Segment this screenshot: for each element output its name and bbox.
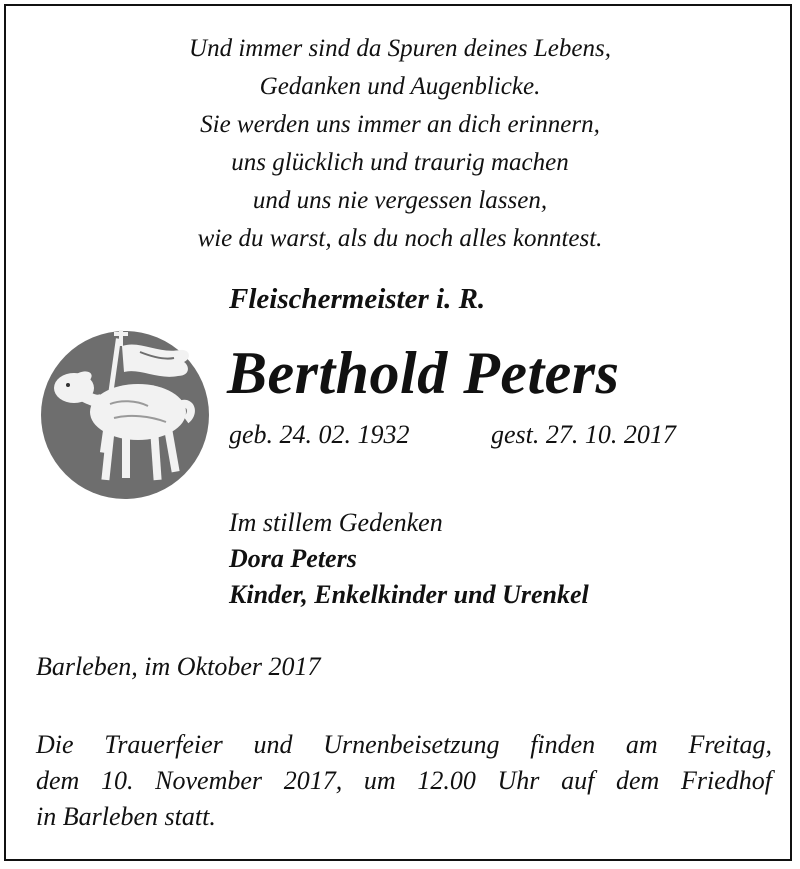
- poem-line: uns glücklich und traurig machen: [231, 149, 569, 176]
- funeral-notice: [36, 727, 772, 835]
- place-date: Barleben, im Oktober 2017: [36, 652, 321, 681]
- mourners-intro: Im stillem Gedenken: [229, 508, 443, 537]
- lamb-of-god-icon: [40, 330, 210, 500]
- deceased-title: Fleischermeister i. R.: [229, 283, 486, 315]
- notice-line: Die Trauerfeier und Urnenbeisetzung finden am Freitag,: [36, 730, 772, 759]
- mourner-family: Kinder, Enkelkinder und Urenkel: [229, 580, 589, 609]
- deceased-name: Berthold Peters: [227, 340, 620, 406]
- poem-line: Und immer sind da Spuren deines Lebens,: [189, 35, 611, 62]
- poem-line: wie du warst, als du noch alles konntest.: [197, 225, 603, 252]
- poem-line: Sie werden uns immer an dich erinnern,: [200, 111, 600, 138]
- memorial-poem: [0, 30, 800, 258]
- birth-date: geb. 24. 02. 1932: [229, 420, 410, 449]
- notice-line: dem 10. November 2017, um 12.00 Uhr auf dem Friedhof: [36, 766, 772, 795]
- notice-line: in Barleben statt.: [36, 802, 216, 831]
- death-date: gest. 27. 10. 2017: [491, 420, 676, 449]
- poem-line: und uns nie vergessen lassen,: [252, 187, 548, 214]
- mourners-block: [229, 505, 589, 613]
- mourner-name: Dora Peters: [229, 544, 357, 573]
- poem-line: Gedanken und Augenblicke.: [259, 73, 541, 100]
